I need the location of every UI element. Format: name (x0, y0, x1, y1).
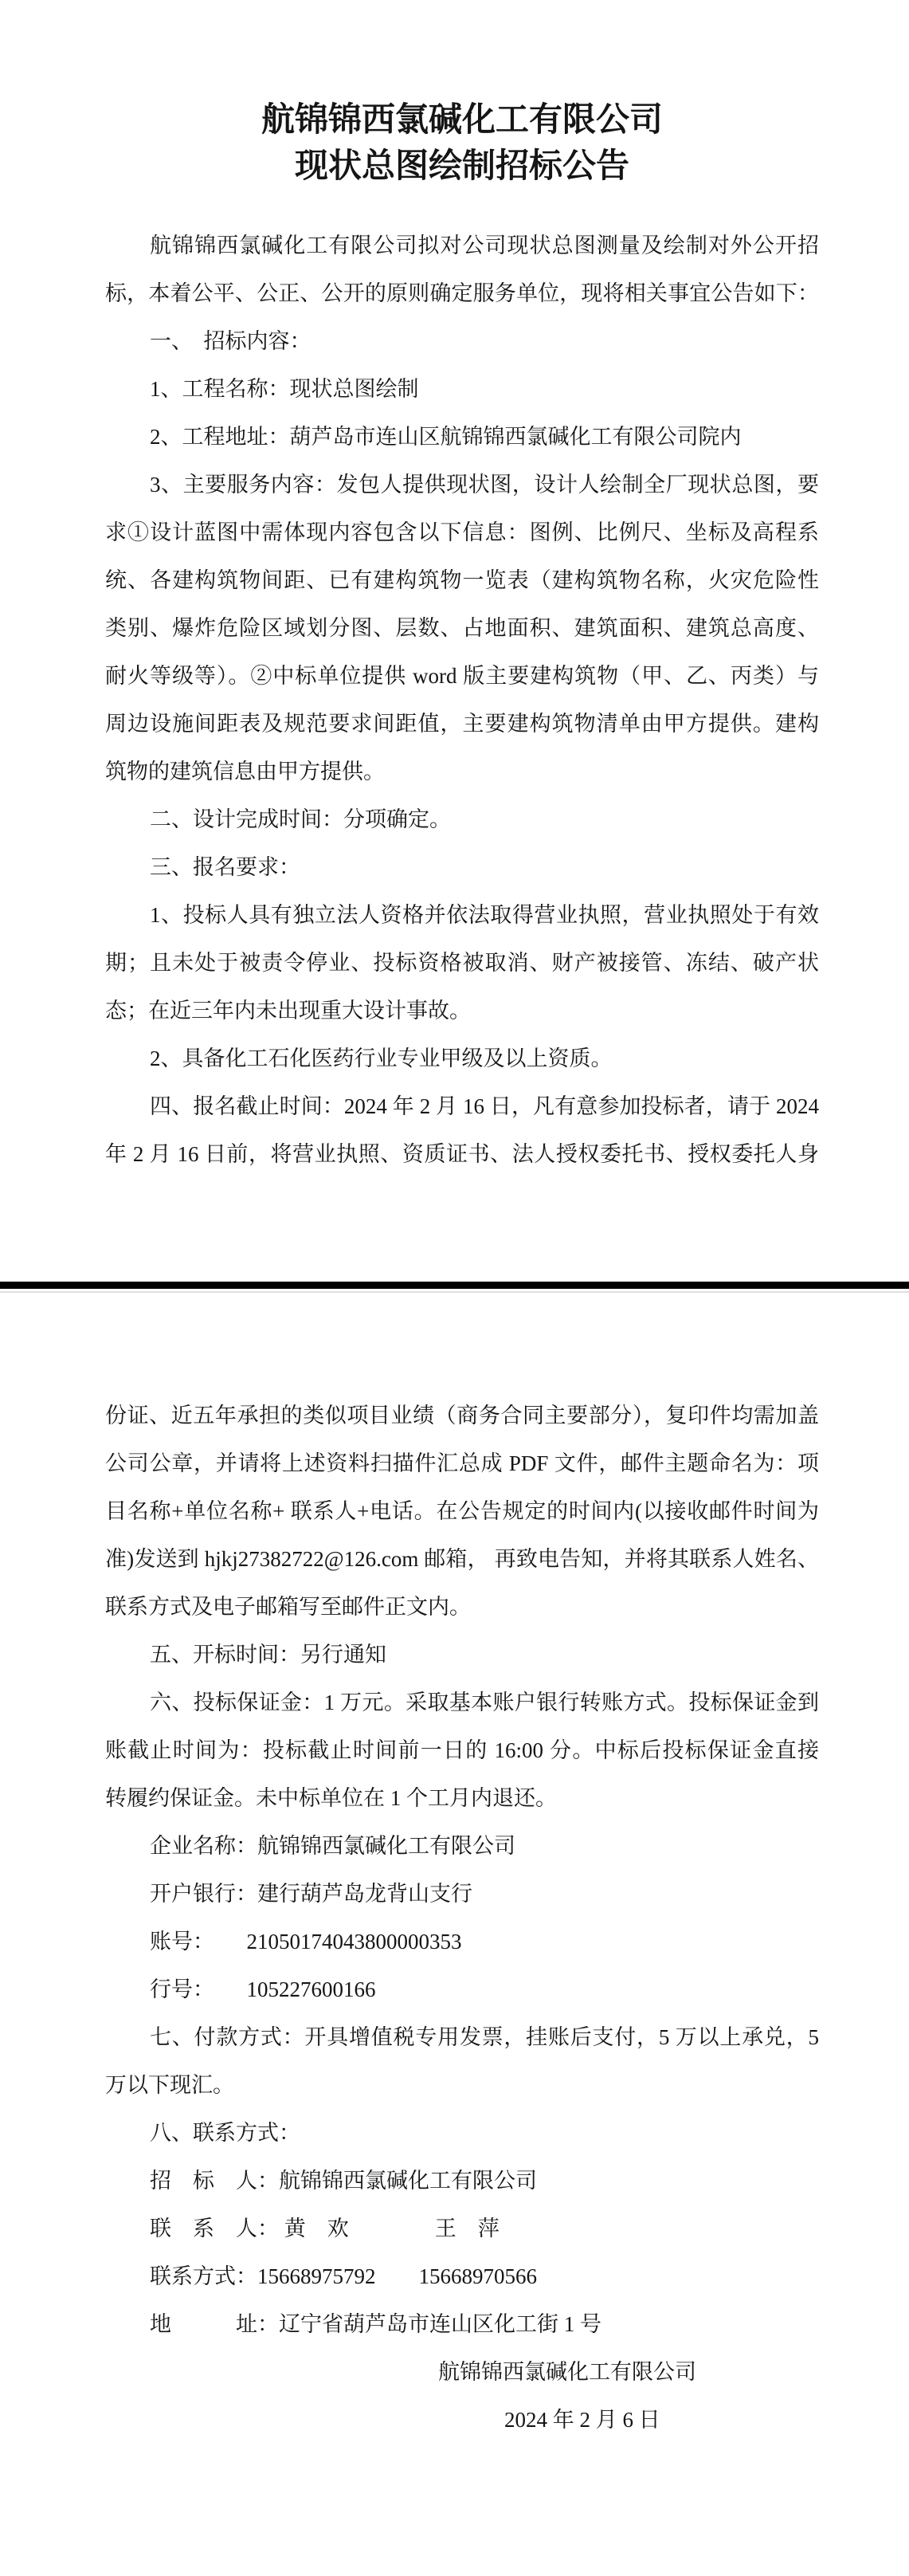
section-heading-line: 四、报名截止时间：2024 年 2 月 16 日，凡有意参加投标者，请于 2024 (150, 1094, 819, 1118)
text-line: 联系方式及电子邮箱写至邮件正文内。 (105, 1595, 471, 1619)
text-line: 态；在近三年内未出现重大设计事故。 (105, 999, 471, 1023)
section-heading-line: 二、设计完成时间：分项确定。 (150, 807, 451, 831)
account-number-line: 账号： 21050174043800000353 (150, 1930, 462, 1954)
section-heading-line: 三、报名要求： (150, 855, 300, 879)
text-line: 目名称+单位名称+ 联系人+电话。在公告规定的时间内(以接收邮件时间为 (105, 1499, 819, 1523)
text-line: 账截止时间为：投标截止时间前一日的 16:00 分。中标后投标保证金直接 (105, 1738, 819, 1762)
text-line: 准)发送到 hjkj27382722@126.com 邮箱， 再致电告知，并将其联系人姓名、 (105, 1547, 819, 1571)
text-line: 标，本着公平、公正、公开的原则确定服务单位，现将相关事宜公告如下： (105, 281, 819, 305)
text-line: 份证、近五年承担的类似项目业绩（商务合同主要部分），复印件均需加盖 (105, 1404, 819, 1427)
text-line: 筑物的建筑信息由甲方提供。 (105, 760, 385, 783)
page-1-body (105, 222, 819, 1178)
document-title-line-1: 航锦锦西氯碱化工有限公司 (261, 102, 663, 139)
text-line: 公司公章，并请将上述资料扫描件汇总成 PDF 文件，邮件主题命名为：项 (105, 1451, 819, 1475)
text-line: 万以下现汇。 (105, 2073, 234, 2097)
text-line: 期；且未处于被责令停业、投标资格被取消、财产被接管、冻结、破产状 (105, 951, 819, 975)
text-line: 1、投标人具有独立法人资格并依法取得营业执照，营业执照处于有效 (150, 903, 819, 927)
text-line: 转履约保证金。未中标单位在 1 个工月内退还。 (105, 1786, 557, 1810)
section-heading-line: 六、投标保证金：1 万元。采取基本账户银行转账方式。投标保证金到 (150, 1690, 819, 1714)
section-heading-line: 五、开标时间：另行通知 (150, 1643, 386, 1667)
text-line: 航锦锦西氯碱化工有限公司拟对公司现状总图测量及绘制对外公开招 (150, 234, 819, 257)
document-title (105, 97, 819, 190)
signature-date: 2024 年 2 月 6 日 (504, 2408, 660, 2432)
company-name-line: 企业名称：航锦锦西氯碱化工有限公司 (150, 1834, 515, 1858)
text-line: 求①设计蓝图中需体现内容包含以下信息：图例、比例尺、坐标及高程系 (105, 520, 819, 544)
document-title-line-2: 现状总图绘制招标公告 (294, 148, 629, 185)
section-heading-line: 一、 招标内容： (150, 329, 311, 353)
contact-phone-line: 联系方式：15668975792 15668970566 (150, 2264, 537, 2288)
section-heading-line: 八、联系方式： (150, 2121, 300, 2145)
page-separator (0, 1282, 909, 1293)
contact-person-line: 联 系 人： 黄 欢 王 萍 (150, 2217, 500, 2240)
tenderee-line: 招 标 人：航锦锦西氯碱化工有限公司 (150, 2169, 537, 2193)
bank-name-line: 开户银行：建行葫芦岛龙背山支行 (150, 1882, 472, 1906)
text-line: 年 2 月 16 日前，将营业执照、资质证书、法人授权委托书、授权委托人身 (105, 1142, 819, 1166)
text-line: 类别、爆炸危险区域划分图、层数、占地面积、建筑面积、建筑总高度、 (105, 616, 819, 640)
bank-code-line: 行号： 105227600166 (150, 1977, 376, 2001)
text-line: 2、具备化工石化医药行业专业甲级及以上资质。 (150, 1046, 613, 1070)
text-line: 1、工程名称：现状总图绘制 (150, 377, 419, 401)
page-1 (0, 0, 909, 1178)
text-line: 3、主要服务内容：发包人提供现状图，设计人绘制全厂现状总图，要 (150, 473, 819, 497)
signature-company: 航锦锦西氯碱化工有限公司 (438, 2360, 696, 2384)
section-heading-line: 七、付款方式：开具增值税专用发票，挂账后支付，5 万以上承兑，5 (150, 2025, 819, 2049)
text-line: 周边设施间距表及规范要求间距值，主要建构筑物清单由甲方提供。建构 (105, 712, 819, 736)
text-line: 统、各建构筑物间距、已有建构筑物一览表（建构筑物名称，火灾危险性 (105, 568, 819, 592)
page-separator-bar (0, 1282, 909, 1289)
text-line: 2、工程地址：葫芦岛市连山区航锦锦西氯碱化工有限公司院内 (150, 425, 742, 449)
address-line: 地 址：辽宁省葫芦岛市连山区化工街 1 号 (150, 2312, 601, 2336)
page-2 (0, 1293, 909, 2576)
text-line: 耐火等级等）。②中标单位提供 word 版主要建构筑物（甲、乙、丙类）与 (105, 664, 819, 688)
